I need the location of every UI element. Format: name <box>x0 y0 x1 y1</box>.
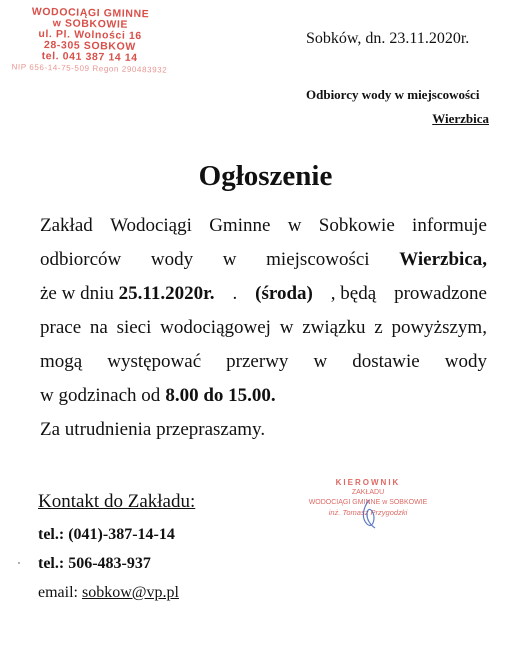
place-name-bold: Wierzbica, <box>399 249 487 270</box>
word: Zakład <box>40 215 93 236</box>
scan-speck <box>18 562 20 564</box>
word: informuje <box>412 215 487 236</box>
word: powyższym, <box>391 317 487 338</box>
time-bold: 8.00 do 15.00. <box>165 385 276 406</box>
body-line-7 <box>40 413 487 447</box>
body-line-3 <box>40 277 487 311</box>
document-title: Ogłoszenie <box>198 160 333 192</box>
text-segment: w godzinach od <box>40 385 161 406</box>
word: prace <box>40 317 82 338</box>
body-line-2 <box>40 243 487 277</box>
word: wody <box>444 351 487 372</box>
email-line <box>38 584 179 602</box>
word: w <box>222 249 237 270</box>
text-segment: , będą <box>330 283 377 304</box>
stamp-heading: KIEROWNIK <box>335 478 401 487</box>
stamp-line: WODOCIĄGI GMINNE <box>31 6 150 21</box>
stamp-line: ul. Pl. Wolności 16 <box>38 28 142 43</box>
text-segment: prowadzone <box>394 283 487 304</box>
word: odbiorców <box>40 249 122 270</box>
word: miejscowości <box>266 249 370 270</box>
stamp-line: tel. 041 387 14 14 <box>41 50 138 65</box>
word: przerwy <box>226 351 289 372</box>
email-link[interactable]: sobkow@vp.pl <box>81 584 179 601</box>
word: w <box>313 351 328 372</box>
word: mogą <box>40 351 83 372</box>
stamp-line: WODOCIĄGI GMINNE w SOBKOWIE <box>308 499 428 506</box>
stamp-line: NIP 656-14-75-509 Regon 290483932 <box>11 62 168 75</box>
stamp-line: ZAKŁADU <box>351 489 385 496</box>
email-label: email: <box>38 584 78 601</box>
announcement-body <box>40 209 487 447</box>
word: sieci <box>116 317 152 338</box>
word: w <box>279 317 294 338</box>
word: Wodociągi <box>110 215 192 236</box>
company-stamp <box>3 6 176 76</box>
body-line-5 <box>40 345 487 379</box>
contact-heading: Kontakt do Zakładu: <box>38 491 196 512</box>
word: Gminne <box>209 215 271 236</box>
phone-mobile: tel.: 506-483-937 <box>38 555 151 572</box>
date-bold: 25.11.2020r. <box>118 283 215 304</box>
word: dostawie <box>352 351 420 372</box>
word: występować <box>107 351 202 372</box>
word: Sobkowie <box>318 215 395 236</box>
day-bold: (środa) <box>255 283 313 304</box>
text-segment: . <box>232 283 238 304</box>
word: związku <box>302 317 366 338</box>
text-segment: że w dniu 25.11.2020r. <box>40 283 215 304</box>
word: z <box>374 317 383 338</box>
apology-text: Za utrudnienia przepraszamy. <box>40 419 266 440</box>
phone-landline: tel.: (041)-387-14-14 <box>38 526 175 543</box>
document-date: Sobków, dn. 23.11.2020r. <box>306 30 470 47</box>
word: wodociągowej <box>160 317 271 338</box>
stamp-line: 28-305 SOBKÓW <box>43 39 136 53</box>
body-line-4 <box>40 311 487 345</box>
recipients-label: Odbiorcy wody w miejscowości <box>306 87 480 102</box>
word: w <box>287 215 302 236</box>
stamp-name: inż. Tomasz Przygodzki <box>328 508 408 517</box>
recipients-place: Wierzbica <box>432 111 489 126</box>
body-line-1 <box>40 209 487 243</box>
word: wody <box>150 249 194 270</box>
stamp-line: w SOBKOWIE <box>52 17 129 31</box>
body-line-6 <box>40 379 487 413</box>
signature-icon <box>355 498 385 532</box>
word: na <box>89 317 108 338</box>
